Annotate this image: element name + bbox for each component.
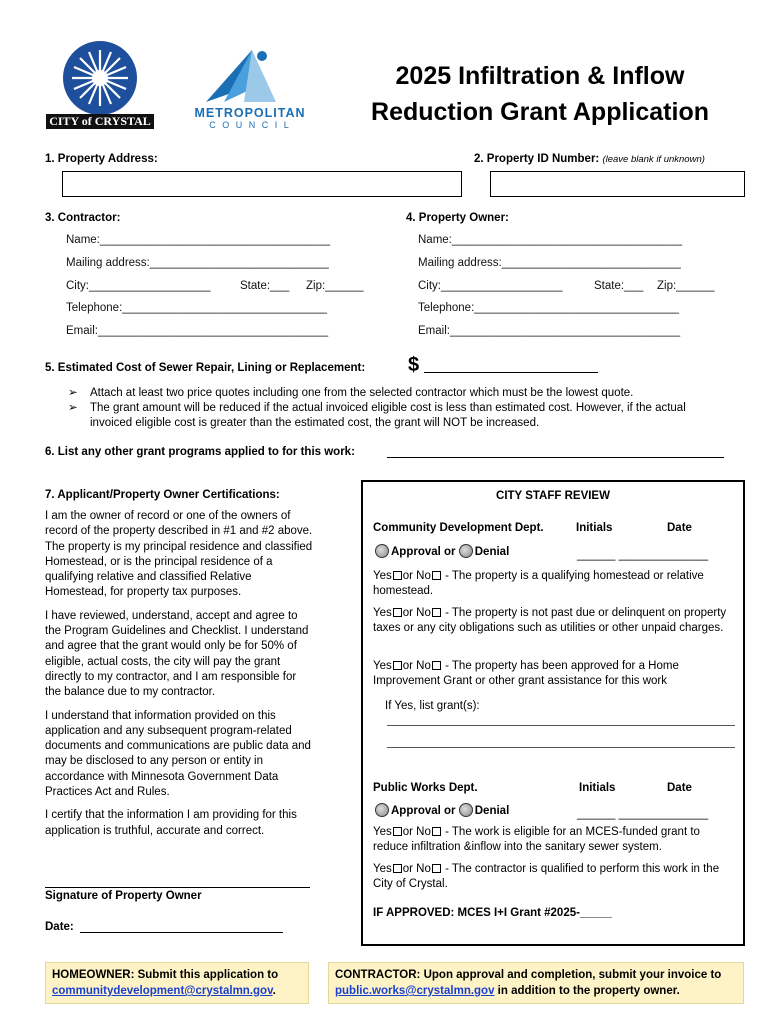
no-checkbox[interactable]: [432, 864, 441, 873]
no-checkbox[interactable]: [432, 608, 441, 617]
certifications-text: [45, 509, 315, 847]
pw-signature-lines[interactable]: ______ ______________: [577, 808, 709, 820]
pw-approval-radio[interactable]: [375, 803, 389, 817]
contractor-submit-note: CONTRACTOR: Upon approval and completion, submit your invoice to public.works@crystalmn.gov in addition to the property owner.: [328, 962, 744, 1004]
community-development-email-link[interactable]: communitydevelopment@crystalmn.gov: [52, 985, 273, 997]
bullet-arrow-icon: ➢: [68, 387, 78, 399]
cert-paragraph: I am the owner of record or one of the owners of record of the property described in #1 and #2 above. The property is my principal residence and classified Homestead, or is the principal residence of a qualifying relative and classified Relative Homestead, for property tax purposes.: [45, 510, 313, 599]
yes-checkbox[interactable]: [393, 864, 402, 873]
property-id-input[interactable]: [490, 171, 745, 197]
if-yes-label: If Yes, list grant(s):: [385, 700, 480, 712]
pw-approval-row: Approval or Denial: [375, 803, 509, 819]
dollar-sign: $: [408, 354, 420, 376]
bullet-quotes: Attach at least two price quotes including one from the selected contractor which must be the lowest quote.: [90, 387, 634, 399]
cdd-approval-radio[interactable]: [375, 544, 389, 558]
owner-state-field[interactable]: State:___: [594, 280, 644, 292]
cdd-question-homestead: Yes or No - The property is a qualifying homestead or relative homestead.: [373, 570, 704, 598]
estimated-cost-input[interactable]: [424, 372, 598, 373]
crystal-logo-text: CITY of CRYSTAL: [49, 114, 151, 128]
owner-email-field[interactable]: Email:____________________________________: [418, 325, 681, 337]
owner-label: 4. Property Owner:: [406, 212, 509, 224]
contractor-label: 3. Contractor:: [45, 212, 121, 224]
homeowner-submit-note: HOMEOWNER: Submit this application to communitydevelopment@crystalmn.gov.: [45, 962, 309, 1004]
if-approved-grant-number: IF APPROVED: MCES I+I Grant #2025-_____: [373, 907, 612, 919]
contractor-city-field[interactable]: City:___________________: [66, 280, 211, 292]
contractor-zip-field[interactable]: Zip:______: [306, 280, 364, 292]
date-input[interactable]: [80, 932, 283, 933]
cdd-date-label: Date: [667, 522, 692, 534]
contractor-mailing-field[interactable]: Mailing address:____________________________: [66, 257, 329, 269]
contractor-email-field[interactable]: Email:____________________________________: [66, 325, 329, 337]
pw-label: Public Works Dept.: [373, 782, 478, 794]
other-grants-input[interactable]: [387, 457, 724, 458]
cert-paragraph: I have reviewed, understand, accept and agree to the Program Guidelines and Checklist. I understand and agree that the grant would only be for 50% of eligible, actual costs, the city will pay the grant directly to my contractor, and I am responsible for the balance due to my contractor.: [45, 609, 309, 699]
bullet-reduction: The grant amount will be reduced if the actual invoiced eligible cost is less than estimated cost. However, if the actual invoiced eligible cost is greater than the estimated cost, the grant will NOT be increased.: [90, 402, 686, 429]
signature-input[interactable]: [45, 887, 310, 888]
property-address-label: 1. Property Address:: [45, 153, 158, 165]
cdd-label: Community Development Dept.: [373, 522, 544, 534]
no-checkbox[interactable]: [432, 571, 441, 580]
city-of-crystal-logo: [44, 40, 156, 132]
staff-review-title: CITY STAFF REVIEW: [496, 490, 610, 502]
pw-question-contractor: Yes or No - The contractor is qualified to perform this work in the City of Crystal.: [373, 863, 720, 891]
pw-denial-radio[interactable]: [459, 803, 473, 817]
signature-label: Signature of Property Owner: [45, 890, 202, 902]
yes-checkbox[interactable]: [393, 608, 402, 617]
page-title: 2025 Infiltration & Inflow Reduction Grant Application: [371, 62, 709, 126]
owner-name-field[interactable]: Name:____________________________________: [418, 234, 683, 246]
met-logo-line1: METROPOLITAN: [194, 106, 306, 120]
city-staff-review-box: [361, 480, 745, 946]
metropolitan-council-logo: [186, 46, 314, 132]
property-address-input[interactable]: [62, 171, 462, 197]
other-grants-label: 6. List any other grant programs applied to for this work:: [45, 446, 355, 458]
date-label: Date:: [45, 921, 74, 933]
contractor-telephone-field[interactable]: Telephone:________________________________: [66, 302, 327, 314]
cdd-question-taxes: Yes or No - The property is not past due or delinquent on property taxes or any city obligations such as utilities or other unpaid charges.: [373, 607, 727, 635]
no-checkbox[interactable]: [432, 661, 441, 670]
certifications-label: 7. Applicant/Property Owner Certifications:: [45, 489, 280, 501]
pw-question-eligible: Yes or No - The work is eligible for an MCES-funded grant to reduce infiltration &inflow into the sanitary sewer system.: [373, 826, 700, 854]
owner-zip-field[interactable]: Zip:______: [657, 280, 715, 292]
grant-list-line-2[interactable]: [387, 747, 735, 748]
yes-checkbox[interactable]: [393, 827, 402, 836]
yes-checkbox[interactable]: [393, 661, 402, 670]
owner-mailing-field[interactable]: Mailing address:____________________________: [418, 257, 681, 269]
grant-list-line-1[interactable]: [387, 725, 735, 726]
property-id-note: (leave blank if unknown): [602, 154, 705, 165]
contractor-state-field[interactable]: State:___: [240, 280, 290, 292]
cdd-signature-lines[interactable]: ______ ______________: [577, 549, 709, 561]
owner-city-field[interactable]: City:___________________: [418, 280, 563, 292]
cdd-initials-label: Initials: [576, 522, 613, 534]
cert-paragraph: I certify that the information I am providing for this application is truthful, accurate and correct.: [45, 809, 297, 837]
met-logo-line2: C O U N C I L: [209, 120, 291, 130]
yes-checkbox[interactable]: [393, 571, 402, 580]
pw-date-label: Date: [667, 782, 692, 794]
cdd-approval-row: Approval or Denial: [375, 544, 509, 560]
property-id-label: 2. Property ID Number: (leave blank if unknown): [474, 153, 705, 165]
cdd-question-other-grant: Yes or No - The property has been approved for a Home Improvement Grant or other grant assistance for this work: [373, 660, 679, 688]
pw-initials-label: Initials: [579, 782, 616, 794]
no-checkbox[interactable]: [432, 827, 441, 836]
cert-paragraph: I understand that information provided on this application and any subsequent program-related documents and communications are public data and may be disclosed to any person or entity in accordance with Minnesota Government Data Practices Act and Rules.: [45, 709, 311, 799]
cdd-denial-radio[interactable]: [459, 544, 473, 558]
contractor-name-field[interactable]: Name:____________________________________: [66, 234, 331, 246]
public-works-email-link[interactable]: public.works@crystalmn.gov: [335, 985, 495, 997]
owner-telephone-field[interactable]: Telephone:________________________________: [418, 302, 679, 314]
estimated-cost-label: 5. Estimated Cost of Sewer Repair, Lining or Replacement:: [45, 362, 366, 374]
bullet-arrow-icon: ➢: [68, 402, 78, 414]
